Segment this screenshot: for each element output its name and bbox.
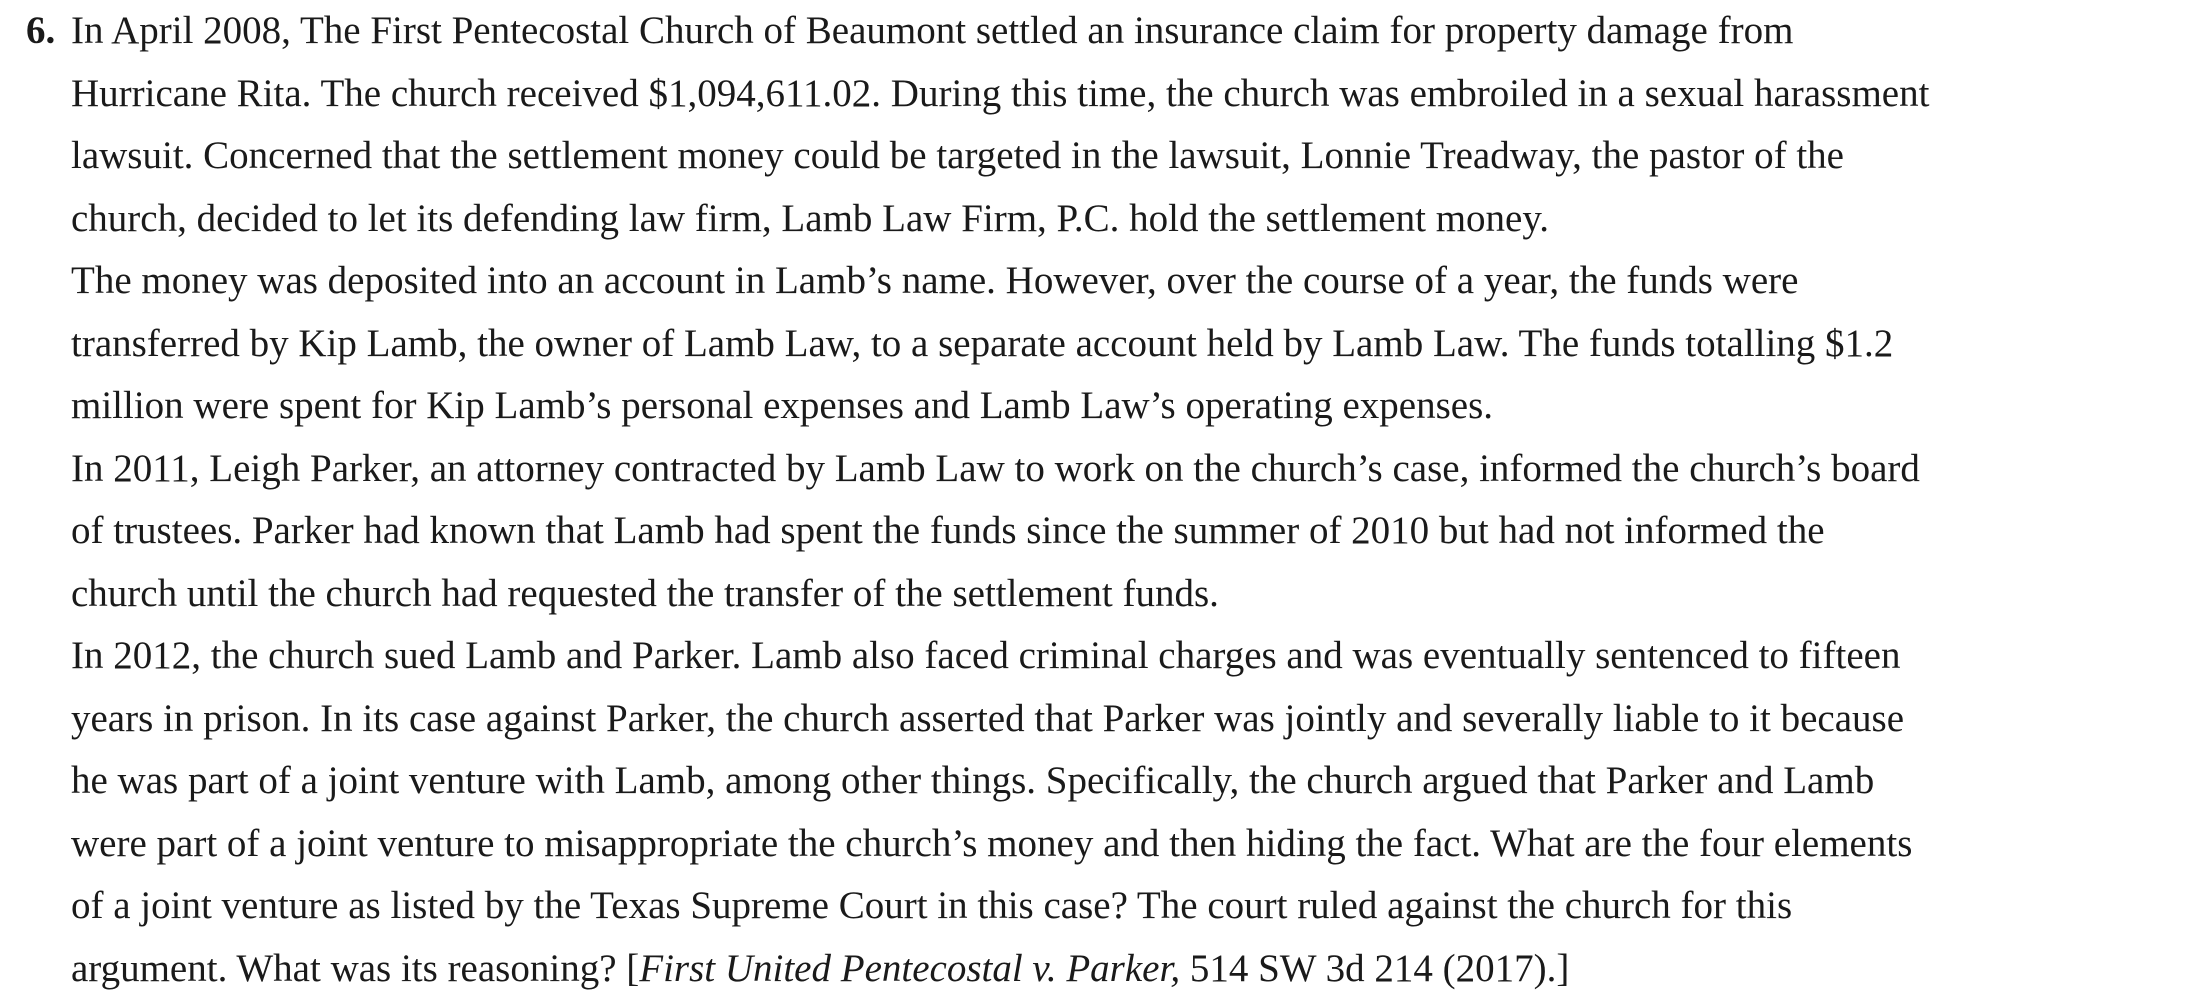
text-line: In 2012, the church sued Lamb and Parker. Lamb also faced criminal charges and was eventually sentenced to fifteen: [71, 634, 1901, 677]
paragraph-3: [71, 438, 2196, 626]
citation-suffix: 514 SW 3d 214 (2017).]: [1180, 946, 1570, 990]
text-line: In 2011, Leigh Parker, an attorney contracted by Lamb Law to work on the church’s case, informed the church’s board: [71, 446, 1920, 490]
case-name: First United Pentecostal v. Parker,: [639, 946, 1181, 990]
text-line: lawsuit. Concerned that the settlement money could be targeted in the lawsuit, Lonnie Treadway, the pastor of the: [71, 134, 1844, 177]
text-line: he was part of a joint venture with Lamb, among other things. Specifically, the church argued that Parker and Lamb: [71, 759, 1875, 802]
question-body: [71, 0, 2196, 1000]
text-line: million were spent for Kip Lamb’s personal expenses and Lamb Law’s operating expenses.: [71, 384, 1494, 427]
paragraph-4: [71, 625, 2196, 1000]
question-number: 6.: [26, 9, 56, 52]
text-line: church, decided to let its defending law firm, Lamb Law Firm, P.C. hold the settlement money.: [71, 196, 1550, 240]
text-line: were part of a joint venture to misappropriate the church’s money and then hiding the fact. What are the four elements: [71, 821, 1913, 865]
text-line: transferred by Kip Lamb, the owner of Lamb Law, to a separate account held by Lamb Law. The funds totalling $1.2: [71, 321, 1894, 365]
paragraph-2: [71, 250, 2196, 438]
text-line: Hurricane Rita. The church received $1,094,611.02. During this time, the church was embroiled in a sexual harassment: [71, 71, 1930, 115]
paragraph-1: [71, 0, 2196, 250]
text-line: of a joint venture as listed by the Texas Supreme Court in this case? The court ruled against the church for this: [71, 884, 1793, 927]
text-line: years in prison. In its case against Parker, the church asserted that Parker was jointly and severally liable to it because: [71, 696, 1904, 740]
text-line: of trustees. Parker had known that Lamb had spent the funds since the summer of 2010 but had not informed the: [71, 509, 1825, 552]
citation-line: [71, 938, 2196, 1001]
text-line: The money was deposited into an account in Lamb’s name. However, over the course of a year, the funds were: [71, 259, 1799, 302]
citation-prefix: argument. What was its reasoning? [: [71, 946, 640, 990]
question-6: [26, 0, 2196, 1000]
text-line: church until the church had requested the transfer of the settlement funds.: [71, 571, 1219, 615]
text-line: In April 2008, The First Pentecostal Church of Beaumont settled an insurance claim for property damage from: [71, 9, 1794, 52]
